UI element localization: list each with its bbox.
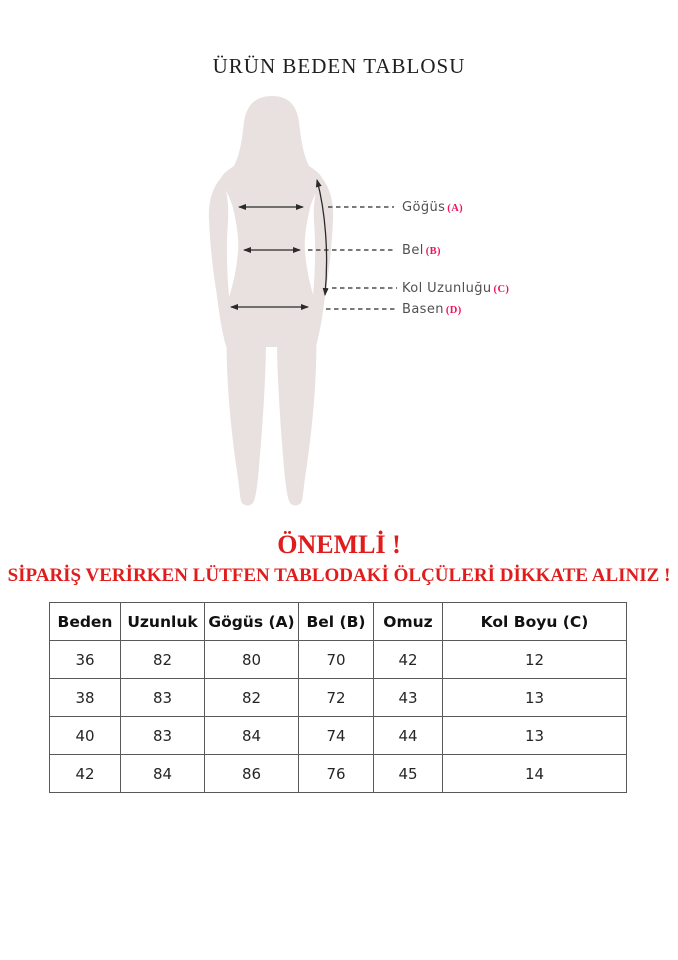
measure-label-waist (402, 242, 441, 260)
size-table-header-row (50, 603, 627, 641)
important-heading: ÖNEMLİ ! (277, 530, 401, 559)
cell: 12 (443, 641, 627, 679)
measure-label-waist-text: Bel (402, 243, 424, 258)
cell: 42 (50, 755, 121, 793)
cell: 42 (374, 641, 443, 679)
cell: 82 (121, 641, 205, 679)
cell: 36 (50, 641, 121, 679)
col-header-kol-boyu: Kol Boyu (C) (443, 603, 627, 641)
cell: 83 (121, 717, 205, 755)
cell: 70 (299, 641, 374, 679)
warning-text: SİPARİŞ VERİRKEN LÜTFEN TABLODAKİ ÖLÇÜLERİ DİKKATE ALINIZ ! (7, 565, 671, 586)
cell: 86 (205, 755, 299, 793)
cell: 38 (50, 679, 121, 717)
table-row-size-36 (50, 641, 627, 679)
col-header-bel: Bel (B) (299, 603, 374, 641)
cell: 14 (443, 755, 627, 793)
cell: 83 (121, 679, 205, 717)
cell: 13 (443, 679, 627, 717)
page-title: ÜRÜN BEDEN TABLOSU (212, 54, 466, 78)
table-row-size-38 (50, 679, 627, 717)
cell: 13 (443, 717, 627, 755)
measure-label-hip-text: Basen (402, 302, 444, 317)
cell: 84 (121, 755, 205, 793)
silhouette-head-torso (220, 96, 323, 347)
cell: 72 (299, 679, 374, 717)
cell: 82 (205, 679, 299, 717)
size-table (49, 602, 627, 793)
female-silhouette (209, 96, 333, 505)
measure-marker-b: (B) (425, 246, 441, 257)
table-row-size-40 (50, 717, 627, 755)
measure-label-chest (402, 199, 463, 217)
col-header-beden: Beden (50, 603, 121, 641)
col-header-gogus: Gögüs (A) (205, 603, 299, 641)
measure-marker-c: (C) (493, 284, 510, 295)
measure-marker-d: (D) (445, 305, 462, 316)
measure-marker-a: (A) (447, 203, 464, 214)
cell: 40 (50, 717, 121, 755)
cell: 76 (299, 755, 374, 793)
measure-label-arm-length-text: Kol Uzunluğu (402, 281, 492, 296)
table-row-size-42 (50, 755, 627, 793)
cell: 74 (299, 717, 374, 755)
cell: 44 (374, 717, 443, 755)
measure-label-hip (402, 301, 462, 319)
col-header-uzunluk: Uzunluk (121, 603, 205, 641)
cell: 84 (205, 717, 299, 755)
col-header-omuz: Omuz (374, 603, 443, 641)
measure-label-arm-length (402, 280, 509, 298)
measure-label-chest-text: Göğüs (402, 200, 446, 215)
cell: 80 (205, 641, 299, 679)
cell: 45 (374, 755, 443, 793)
cell: 43 (374, 679, 443, 717)
